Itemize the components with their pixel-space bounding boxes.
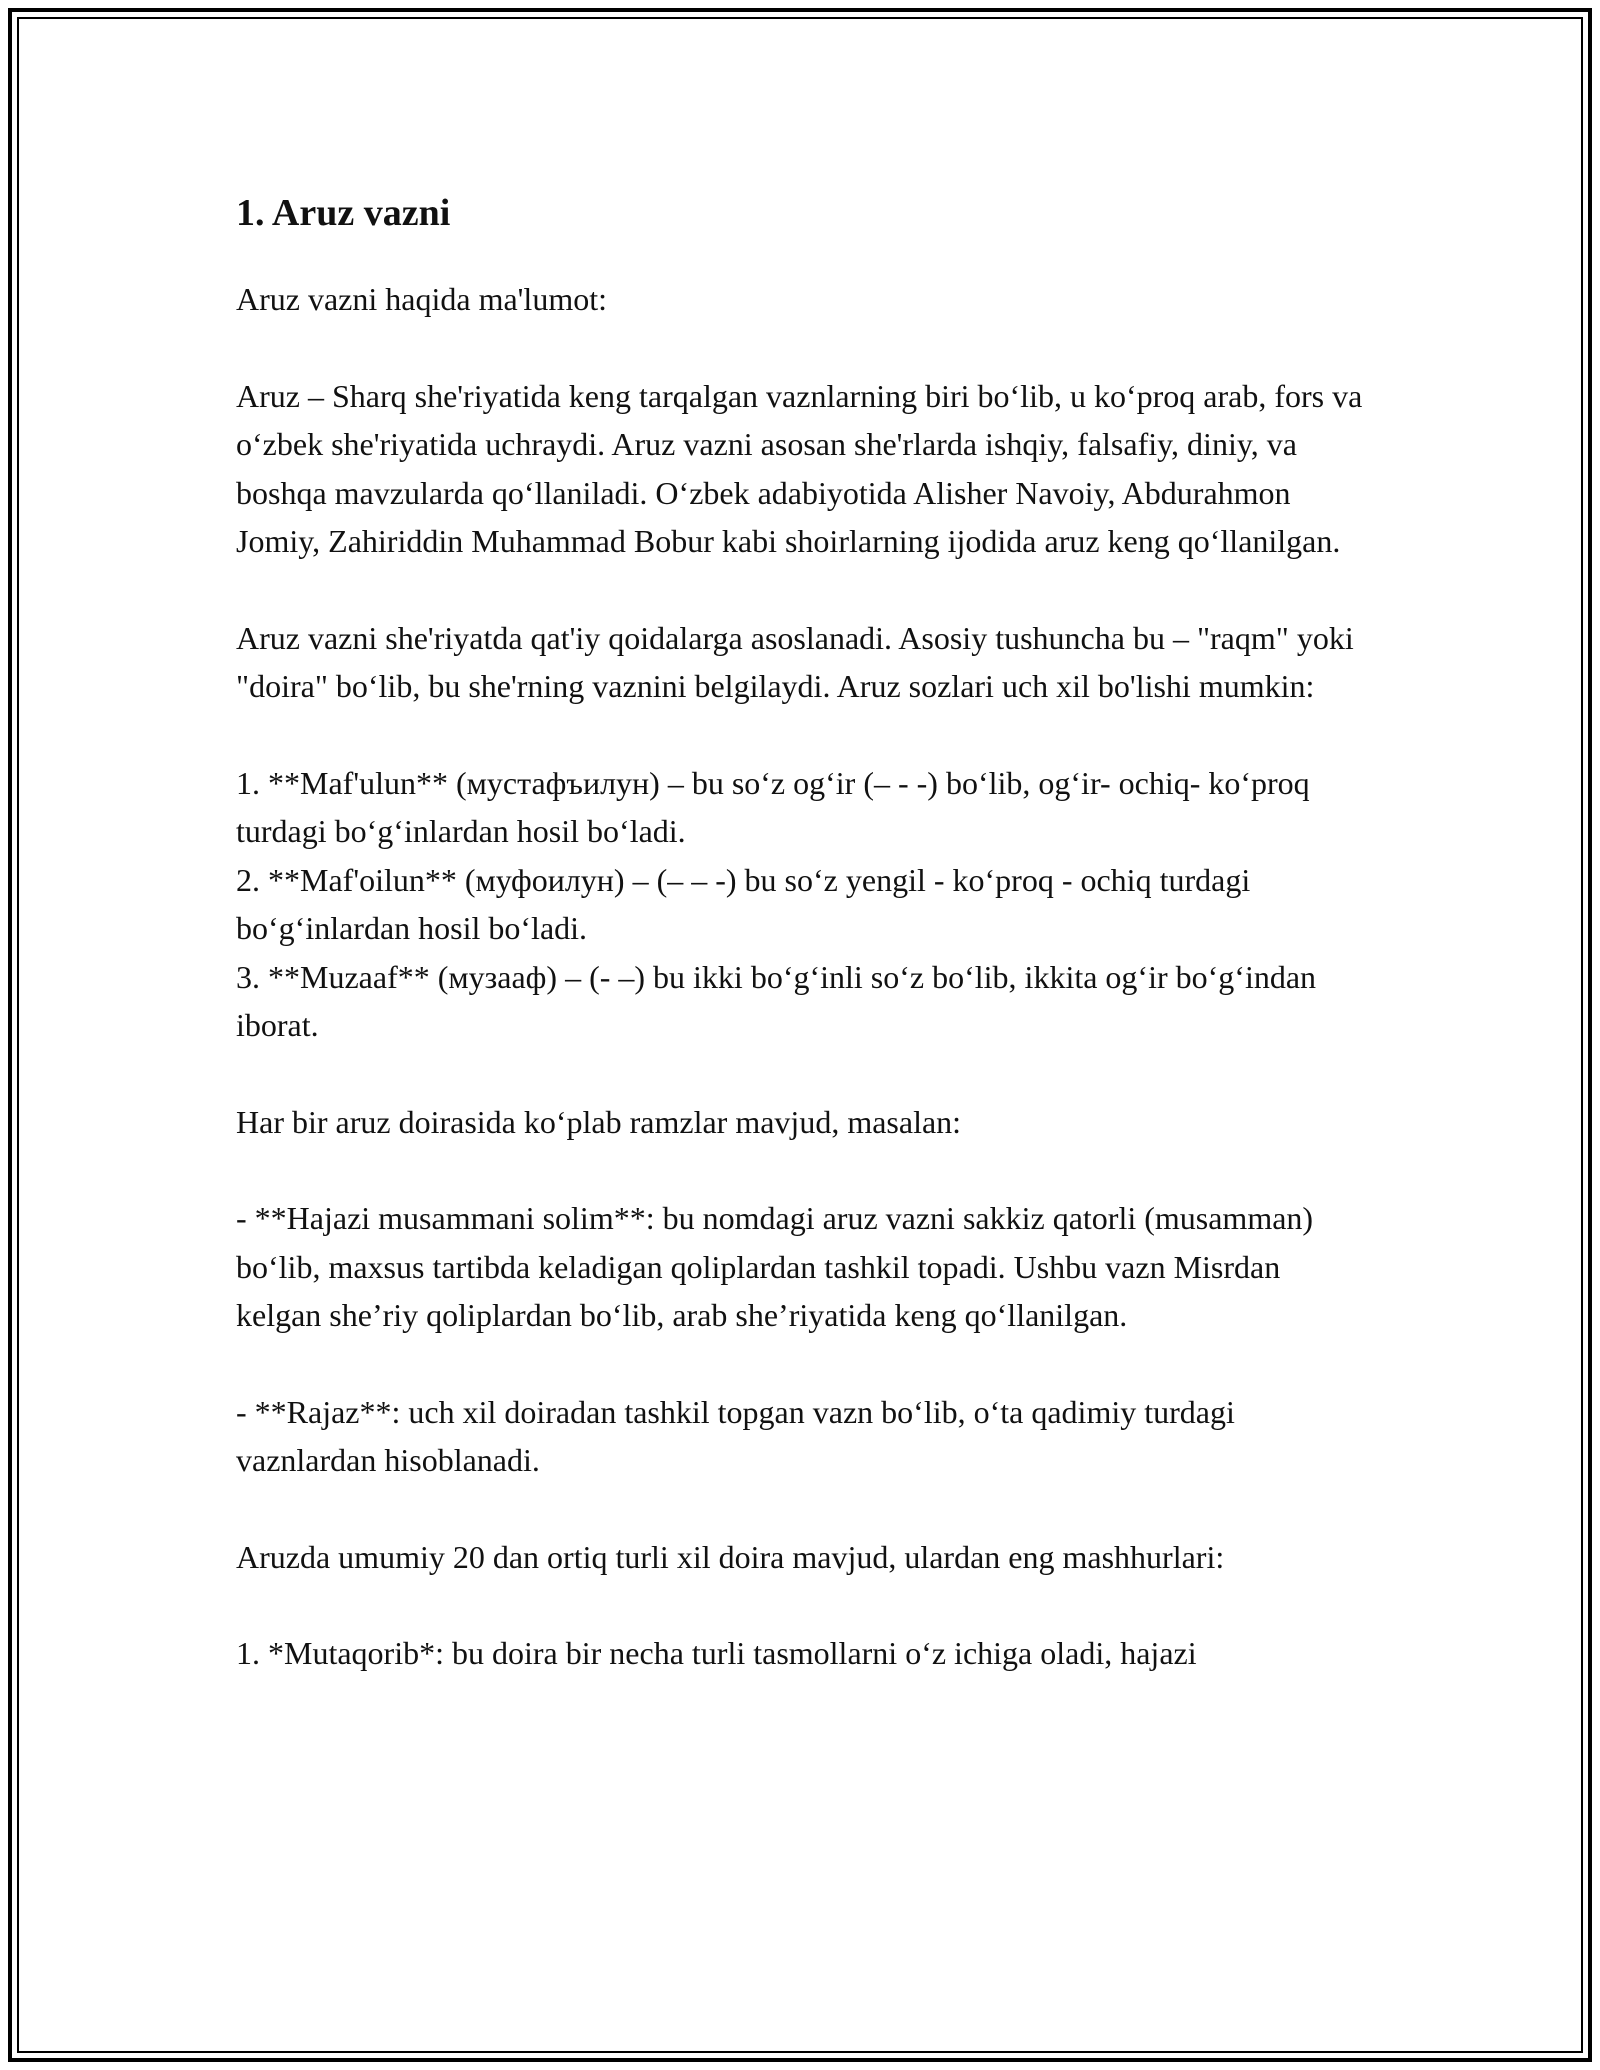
- paragraph-doira-count: Aruzda umumiy 20 dan ortiq turli xil doira mavjud, ulardan eng mashhurlari:: [236, 1538, 1225, 1575]
- section-heading: 1. Aruz vazni: [236, 192, 451, 234]
- bullet-item-hajaz: - **Hajazi musammani solim**: bu nomdagi aruz vazni sakkiz qatorli (musamman) bo‘lib, maxsus tartibda keladigan qoliplardan tashkil topadi. Ushbu vazn Misrdan kelgan she’riy qoliplardan bo‘lib, arab she’riyatida keng qo‘llanilgan.: [236, 1200, 1314, 1333]
- paragraph-aruz-rules: Aruz vazni she'riyatda qat'iy qoidalarga asoslanadi. Asosiy tushuncha bu – "raqm" yoki "doira" bo‘lib, bu she'rning vaznini belgilaydi. Aruz sozlari uch xil bo'lishi mumkin:: [236, 619, 1354, 704]
- list-item: 1. **Maf'ulun** (мустафъилун) – bu so‘z og‘ir (– - -) bo‘lib, og‘ir- ochiq- ko‘proq turdagi bo‘g‘inlardan hosil bo‘ladi.: [236, 764, 1310, 849]
- list-item: 2. **Maf'oilun** (муфоилун) – (– – -) bu so‘z yengil - ko‘proq - ochiq turdagi bo‘g‘inlardan hosil bo‘ladi.: [236, 861, 1251, 946]
- bullet-item-rajaz: - **Rajaz**: uch xil doiradan tashkil topgan vazn bo‘lib, o‘ta qadimiy turdagi vaznlardan hisoblanadi.: [236, 1393, 1235, 1478]
- list-item-mutaqorib: 1. *Mutaqorib*: bu doira bir necha turli tasmollarni o‘z ichiga oladi, hajazi: [236, 1635, 1197, 1671]
- numbered-list-words: [236, 759, 1366, 1050]
- paragraph-aruz-definition: Aruz – Sharq she'riyatida keng tarqalgan vaznlarning biri bo‘lib, u ko‘proq arab, fors va o‘zbek she'riyatida uchraydi. Aruz vazni asosan she'rlarda ishqiy, falsafiy, diniy, va boshqa mavzularda qo‘llaniladi. O‘zbek adabiyotida Alisher Navoiy, Abdurahmon Jomiy, Zahiriddin Muhammad Bobur kabi shoirlarning ijodida aruz keng qo‘llanilgan.: [236, 377, 1363, 559]
- intro-text: Aruz vazni haqida ma'lumot:: [236, 281, 607, 317]
- document-body: [236, 188, 1366, 1678]
- paragraph-doira-symbols: Har bir aruz doirasida ko‘plab ramzlar mavjud, masalan:: [236, 1103, 962, 1140]
- list-item: 3. **Muzaaf** (музааф) – (- –) bu ikki bo‘g‘inli so‘z bo‘lib, ikkita og‘ir bo‘g‘indan iborat.: [236, 958, 1317, 1043]
